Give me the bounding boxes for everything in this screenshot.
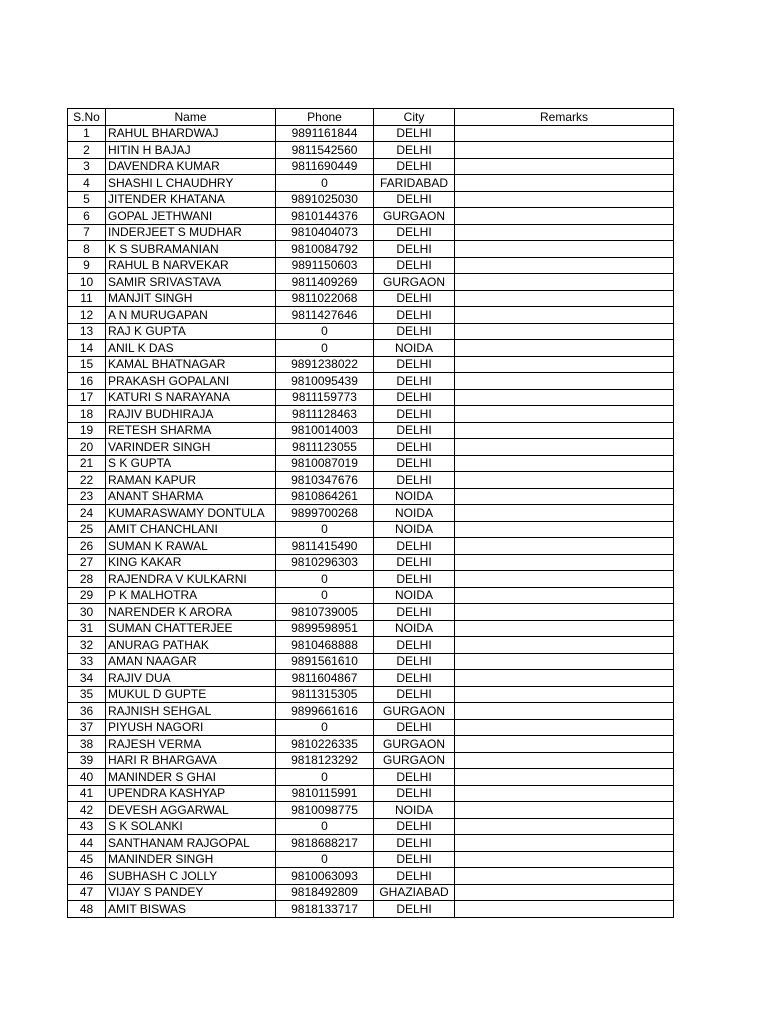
cell-name: SUMAN K RAWAL — [106, 538, 276, 555]
cell-phone: 9891561610 — [276, 653, 374, 670]
cell-sno: 15 — [68, 356, 106, 373]
cell-city: DELHI — [374, 422, 455, 439]
cell-remarks — [455, 274, 674, 291]
cell-sno: 44 — [68, 835, 106, 852]
cell-sno: 22 — [68, 472, 106, 489]
header-sno: S.No — [68, 109, 106, 126]
cell-sno: 21 — [68, 455, 106, 472]
cell-sno: 34 — [68, 670, 106, 687]
cell-name: MUKUL D GUPTE — [106, 686, 276, 703]
cell-city: DELHI — [374, 191, 455, 208]
table-row — [68, 686, 674, 703]
cell-name: JITENDER KHATANA — [106, 191, 276, 208]
cell-remarks — [455, 604, 674, 621]
cell-name: S K GUPTA — [106, 455, 276, 472]
cell-sno: 39 — [68, 752, 106, 769]
cell-sno: 29 — [68, 587, 106, 604]
table-row — [68, 736, 674, 753]
cell-sno: 26 — [68, 538, 106, 555]
cell-name: RAJENDRA V KULKARNI — [106, 571, 276, 588]
cell-city: DELHI — [374, 538, 455, 555]
cell-sno: 38 — [68, 736, 106, 753]
cell-remarks — [455, 554, 674, 571]
cell-city: GURGAON — [374, 208, 455, 225]
cell-sno: 19 — [68, 422, 106, 439]
cell-name: ANURAG PATHAK — [106, 637, 276, 654]
contact-table — [67, 108, 674, 918]
cell-city: DELHI — [374, 851, 455, 868]
cell-remarks — [455, 208, 674, 225]
cell-name: DEVESH AGGARWAL — [106, 802, 276, 819]
cell-phone: 9891025030 — [276, 191, 374, 208]
cell-name: MANINDER S GHAI — [106, 769, 276, 786]
cell-city: DELHI — [374, 769, 455, 786]
cell-remarks — [455, 538, 674, 555]
cell-sno: 33 — [68, 653, 106, 670]
cell-phone: 9810468888 — [276, 637, 374, 654]
cell-remarks — [455, 257, 674, 274]
cell-remarks — [455, 719, 674, 736]
table-row — [68, 158, 674, 175]
cell-phone: 9891238022 — [276, 356, 374, 373]
cell-remarks — [455, 637, 674, 654]
table-row — [68, 653, 674, 670]
cell-city: NOIDA — [374, 587, 455, 604]
cell-sno: 10 — [68, 274, 106, 291]
cell-city: GURGAON — [374, 703, 455, 720]
table-row — [68, 455, 674, 472]
cell-sno: 16 — [68, 373, 106, 390]
cell-sno: 23 — [68, 488, 106, 505]
cell-phone: 9811690449 — [276, 158, 374, 175]
cell-sno: 28 — [68, 571, 106, 588]
table-row — [68, 901, 674, 918]
cell-phone: 0 — [276, 175, 374, 192]
cell-remarks — [455, 587, 674, 604]
cell-remarks — [455, 868, 674, 885]
table-body — [68, 125, 674, 917]
cell-sno: 3 — [68, 158, 106, 175]
cell-name: SAMIR SRIVASTAVA — [106, 274, 276, 291]
cell-remarks — [455, 703, 674, 720]
cell-remarks — [455, 785, 674, 802]
cell-name: KUMARASWAMY DONTULA — [106, 505, 276, 522]
cell-phone: 9810014003 — [276, 422, 374, 439]
table-row — [68, 406, 674, 423]
cell-remarks — [455, 571, 674, 588]
cell-city: DELHI — [374, 224, 455, 241]
cell-remarks — [455, 191, 674, 208]
cell-phone: 0 — [276, 818, 374, 835]
cell-phone: 9811415490 — [276, 538, 374, 555]
cell-sno: 45 — [68, 851, 106, 868]
cell-phone: 0 — [276, 323, 374, 340]
cell-city: DELHI — [374, 604, 455, 621]
table-row — [68, 868, 674, 885]
cell-phone: 9810115991 — [276, 785, 374, 802]
cell-city: DELHI — [374, 257, 455, 274]
table-row — [68, 142, 674, 159]
cell-phone: 9810087019 — [276, 455, 374, 472]
cell-sno: 14 — [68, 340, 106, 357]
cell-city: GURGAON — [374, 752, 455, 769]
cell-city: DELHI — [374, 785, 455, 802]
table-row — [68, 851, 674, 868]
table-row — [68, 703, 674, 720]
cell-phone: 9818688217 — [276, 835, 374, 852]
table-row — [68, 719, 674, 736]
cell-name: NARENDER K ARORA — [106, 604, 276, 621]
cell-name: PRAKASH GOPALANI — [106, 373, 276, 390]
table-row — [68, 587, 674, 604]
cell-city: DELHI — [374, 835, 455, 852]
cell-name: SANTHANAM RAJGOPAL — [106, 835, 276, 852]
cell-sno: 25 — [68, 521, 106, 538]
cell-name: UPENDRA KASHYAP — [106, 785, 276, 802]
cell-phone: 9810347676 — [276, 472, 374, 489]
table-row — [68, 637, 674, 654]
cell-name: RAJ K GUPTA — [106, 323, 276, 340]
cell-sno: 12 — [68, 307, 106, 324]
table-row — [68, 307, 674, 324]
cell-remarks — [455, 736, 674, 753]
cell-name: DAVENDRA KUMAR — [106, 158, 276, 175]
cell-name: RAJIV BUDHIRAJA — [106, 406, 276, 423]
cell-name: AMIT BISWAS — [106, 901, 276, 918]
cell-name: ANIL K DAS — [106, 340, 276, 357]
table-row — [68, 356, 674, 373]
cell-name: RAMAN KAPUR — [106, 472, 276, 489]
header-phone: Phone — [276, 109, 374, 126]
table-row — [68, 439, 674, 456]
cell-name: HITIN H BAJAJ — [106, 142, 276, 159]
table-row — [68, 505, 674, 522]
table-row — [68, 802, 674, 819]
cell-phone: 9811123055 — [276, 439, 374, 456]
cell-name: MANINDER SINGH — [106, 851, 276, 868]
cell-phone: 9810098775 — [276, 802, 374, 819]
cell-city: DELHI — [374, 290, 455, 307]
cell-phone: 9818133717 — [276, 901, 374, 918]
cell-remarks — [455, 488, 674, 505]
cell-sno: 13 — [68, 323, 106, 340]
table-row — [68, 290, 674, 307]
header-name: Name — [106, 109, 276, 126]
cell-remarks — [455, 125, 674, 142]
cell-city: DELHI — [374, 373, 455, 390]
cell-city: DELHI — [374, 571, 455, 588]
cell-name: AMAN NAAGAR — [106, 653, 276, 670]
cell-phone: 0 — [276, 719, 374, 736]
cell-remarks — [455, 769, 674, 786]
cell-city: DELHI — [374, 389, 455, 406]
cell-city: DELHI — [374, 455, 455, 472]
cell-city: DELHI — [374, 686, 455, 703]
cell-sno: 42 — [68, 802, 106, 819]
cell-phone: 9810144376 — [276, 208, 374, 225]
cell-sno: 46 — [68, 868, 106, 885]
cell-name: P K MALHOTRA — [106, 587, 276, 604]
table-row — [68, 257, 674, 274]
cell-sno: 4 — [68, 175, 106, 192]
cell-name: RAHUL B NARVEKAR — [106, 257, 276, 274]
cell-remarks — [455, 670, 674, 687]
cell-name: PIYUSH NAGORI — [106, 719, 276, 736]
cell-remarks — [455, 323, 674, 340]
cell-phone: 9811128463 — [276, 406, 374, 423]
table-row — [68, 538, 674, 555]
cell-name: KATURI S NARAYANA — [106, 389, 276, 406]
cell-name: S K SOLANKI — [106, 818, 276, 835]
cell-name: A N MURUGAPAN — [106, 307, 276, 324]
cell-name: RETESH SHARMA — [106, 422, 276, 439]
cell-sno: 17 — [68, 389, 106, 406]
cell-remarks — [455, 620, 674, 637]
cell-city: NOIDA — [374, 521, 455, 538]
cell-sno: 32 — [68, 637, 106, 654]
cell-remarks — [455, 653, 674, 670]
table-row — [68, 389, 674, 406]
cell-sno: 2 — [68, 142, 106, 159]
table-row — [68, 488, 674, 505]
cell-sno: 20 — [68, 439, 106, 456]
cell-remarks — [455, 406, 674, 423]
cell-city: DELHI — [374, 307, 455, 324]
table-row — [68, 125, 674, 142]
cell-phone: 9811409269 — [276, 274, 374, 291]
cell-remarks — [455, 835, 674, 852]
cell-phone: 0 — [276, 769, 374, 786]
cell-phone: 9899661616 — [276, 703, 374, 720]
cell-phone: 9811604867 — [276, 670, 374, 687]
table-row — [68, 340, 674, 357]
cell-city: DELHI — [374, 901, 455, 918]
cell-phone: 0 — [276, 571, 374, 588]
cell-name: HARI R BHARGAVA — [106, 752, 276, 769]
table-row — [68, 620, 674, 637]
cell-remarks — [455, 802, 674, 819]
cell-name: K S SUBRAMANIAN — [106, 241, 276, 258]
cell-city: NOIDA — [374, 802, 455, 819]
cell-phone: 9811315305 — [276, 686, 374, 703]
table-row — [68, 191, 674, 208]
cell-remarks — [455, 884, 674, 901]
cell-city: DELHI — [374, 241, 455, 258]
table-row — [68, 323, 674, 340]
table-row — [68, 521, 674, 538]
cell-remarks — [455, 158, 674, 175]
table-row — [68, 422, 674, 439]
cell-city: DELHI — [374, 158, 455, 175]
cell-city: DELHI — [374, 472, 455, 489]
table-row — [68, 769, 674, 786]
table-row — [68, 373, 674, 390]
header-remarks: Remarks — [455, 109, 674, 126]
cell-remarks — [455, 290, 674, 307]
cell-remarks — [455, 340, 674, 357]
cell-phone: 9810063093 — [276, 868, 374, 885]
cell-remarks — [455, 439, 674, 456]
cell-city: NOIDA — [374, 340, 455, 357]
cell-phone: 9811542560 — [276, 142, 374, 159]
cell-sno: 35 — [68, 686, 106, 703]
table-row — [68, 554, 674, 571]
cell-name: ANANT SHARMA — [106, 488, 276, 505]
cell-remarks — [455, 224, 674, 241]
cell-sno: 30 — [68, 604, 106, 621]
cell-remarks — [455, 851, 674, 868]
cell-phone: 9811022068 — [276, 290, 374, 307]
cell-city: GURGAON — [374, 736, 455, 753]
cell-remarks — [455, 142, 674, 159]
cell-city: NOIDA — [374, 505, 455, 522]
cell-sno: 18 — [68, 406, 106, 423]
cell-name: SUMAN CHATTERJEE — [106, 620, 276, 637]
cell-sno: 6 — [68, 208, 106, 225]
cell-remarks — [455, 752, 674, 769]
cell-phone: 0 — [276, 521, 374, 538]
cell-remarks — [455, 422, 674, 439]
table-row — [68, 274, 674, 291]
cell-city: DELHI — [374, 356, 455, 373]
cell-city: DELHI — [374, 142, 455, 159]
cell-sno: 31 — [68, 620, 106, 637]
cell-city: DELHI — [374, 653, 455, 670]
cell-name: KING KAKAR — [106, 554, 276, 571]
cell-name: RAJESH VERMA — [106, 736, 276, 753]
cell-city: NOIDA — [374, 488, 455, 505]
cell-name: GOPAL JETHWANI — [106, 208, 276, 225]
table-row — [68, 604, 674, 621]
table-header-row — [68, 109, 674, 126]
cell-name: SHASHI L CHAUDHRY — [106, 175, 276, 192]
cell-city: FARIDABAD — [374, 175, 455, 192]
cell-remarks — [455, 818, 674, 835]
table-row — [68, 472, 674, 489]
cell-city: DELHI — [374, 323, 455, 340]
table-row — [68, 752, 674, 769]
cell-phone: 9899598951 — [276, 620, 374, 637]
cell-remarks — [455, 373, 674, 390]
cell-phone: 0 — [276, 851, 374, 868]
cell-sno: 11 — [68, 290, 106, 307]
table-row — [68, 224, 674, 241]
table-row — [68, 208, 674, 225]
cell-city: GHAZIABAD — [374, 884, 455, 901]
cell-phone: 9810296303 — [276, 554, 374, 571]
cell-sno: 36 — [68, 703, 106, 720]
cell-name: RAJIV DUA — [106, 670, 276, 687]
cell-phone: 0 — [276, 340, 374, 357]
cell-name: RAJNISH SEHGAL — [106, 703, 276, 720]
cell-sno: 1 — [68, 125, 106, 142]
cell-name: MANJIT SINGH — [106, 290, 276, 307]
cell-name: VIJAY S PANDEY — [106, 884, 276, 901]
cell-city: DELHI — [374, 868, 455, 885]
cell-phone: 9811427646 — [276, 307, 374, 324]
cell-sno: 5 — [68, 191, 106, 208]
cell-phone: 9818123292 — [276, 752, 374, 769]
cell-sno: 40 — [68, 769, 106, 786]
table-row — [68, 818, 674, 835]
table-row — [68, 670, 674, 687]
table-row — [68, 241, 674, 258]
table-row — [68, 884, 674, 901]
cell-name: VARINDER SINGH — [106, 439, 276, 456]
cell-name: KAMAL BHATNAGAR — [106, 356, 276, 373]
cell-remarks — [455, 307, 674, 324]
cell-phone: 9810084792 — [276, 241, 374, 258]
header-city: City — [374, 109, 455, 126]
cell-remarks — [455, 175, 674, 192]
cell-phone: 0 — [276, 587, 374, 604]
cell-sno: 9 — [68, 257, 106, 274]
cell-phone: 9810226335 — [276, 736, 374, 753]
cell-phone: 9810739005 — [276, 604, 374, 621]
cell-remarks — [455, 505, 674, 522]
cell-remarks — [455, 455, 674, 472]
cell-remarks — [455, 521, 674, 538]
cell-city: DELHI — [374, 554, 455, 571]
table-row — [68, 785, 674, 802]
cell-sno: 37 — [68, 719, 106, 736]
cell-remarks — [455, 472, 674, 489]
cell-city: DELHI — [374, 125, 455, 142]
cell-phone: 9891150603 — [276, 257, 374, 274]
cell-phone: 9810095439 — [276, 373, 374, 390]
cell-remarks — [455, 901, 674, 918]
cell-city: DELHI — [374, 406, 455, 423]
cell-sno: 48 — [68, 901, 106, 918]
cell-phone: 9818492809 — [276, 884, 374, 901]
cell-sno: 24 — [68, 505, 106, 522]
table-row — [68, 175, 674, 192]
cell-phone: 9899700268 — [276, 505, 374, 522]
cell-city: DELHI — [374, 670, 455, 687]
cell-remarks — [455, 241, 674, 258]
table-row — [68, 571, 674, 588]
cell-sno: 7 — [68, 224, 106, 241]
cell-remarks — [455, 686, 674, 703]
cell-city: DELHI — [374, 637, 455, 654]
cell-city: GURGAON — [374, 274, 455, 291]
cell-phone: 9811159773 — [276, 389, 374, 406]
table-row — [68, 835, 674, 852]
cell-remarks — [455, 389, 674, 406]
cell-name: INDERJEET S MUDHAR — [106, 224, 276, 241]
cell-sno: 27 — [68, 554, 106, 571]
cell-sno: 41 — [68, 785, 106, 802]
cell-city: NOIDA — [374, 620, 455, 637]
cell-name: RAHUL BHARDWAJ — [106, 125, 276, 142]
cell-sno: 8 — [68, 241, 106, 258]
cell-remarks — [455, 356, 674, 373]
cell-sno: 47 — [68, 884, 106, 901]
cell-sno: 43 — [68, 818, 106, 835]
cell-city: DELHI — [374, 439, 455, 456]
cell-phone: 9810404073 — [276, 224, 374, 241]
cell-phone: 9810864261 — [276, 488, 374, 505]
cell-city: DELHI — [374, 719, 455, 736]
cell-name: SUBHASH C JOLLY — [106, 868, 276, 885]
cell-phone: 9891161844 — [276, 125, 374, 142]
cell-city: DELHI — [374, 818, 455, 835]
cell-name: AMIT CHANCHLANI — [106, 521, 276, 538]
